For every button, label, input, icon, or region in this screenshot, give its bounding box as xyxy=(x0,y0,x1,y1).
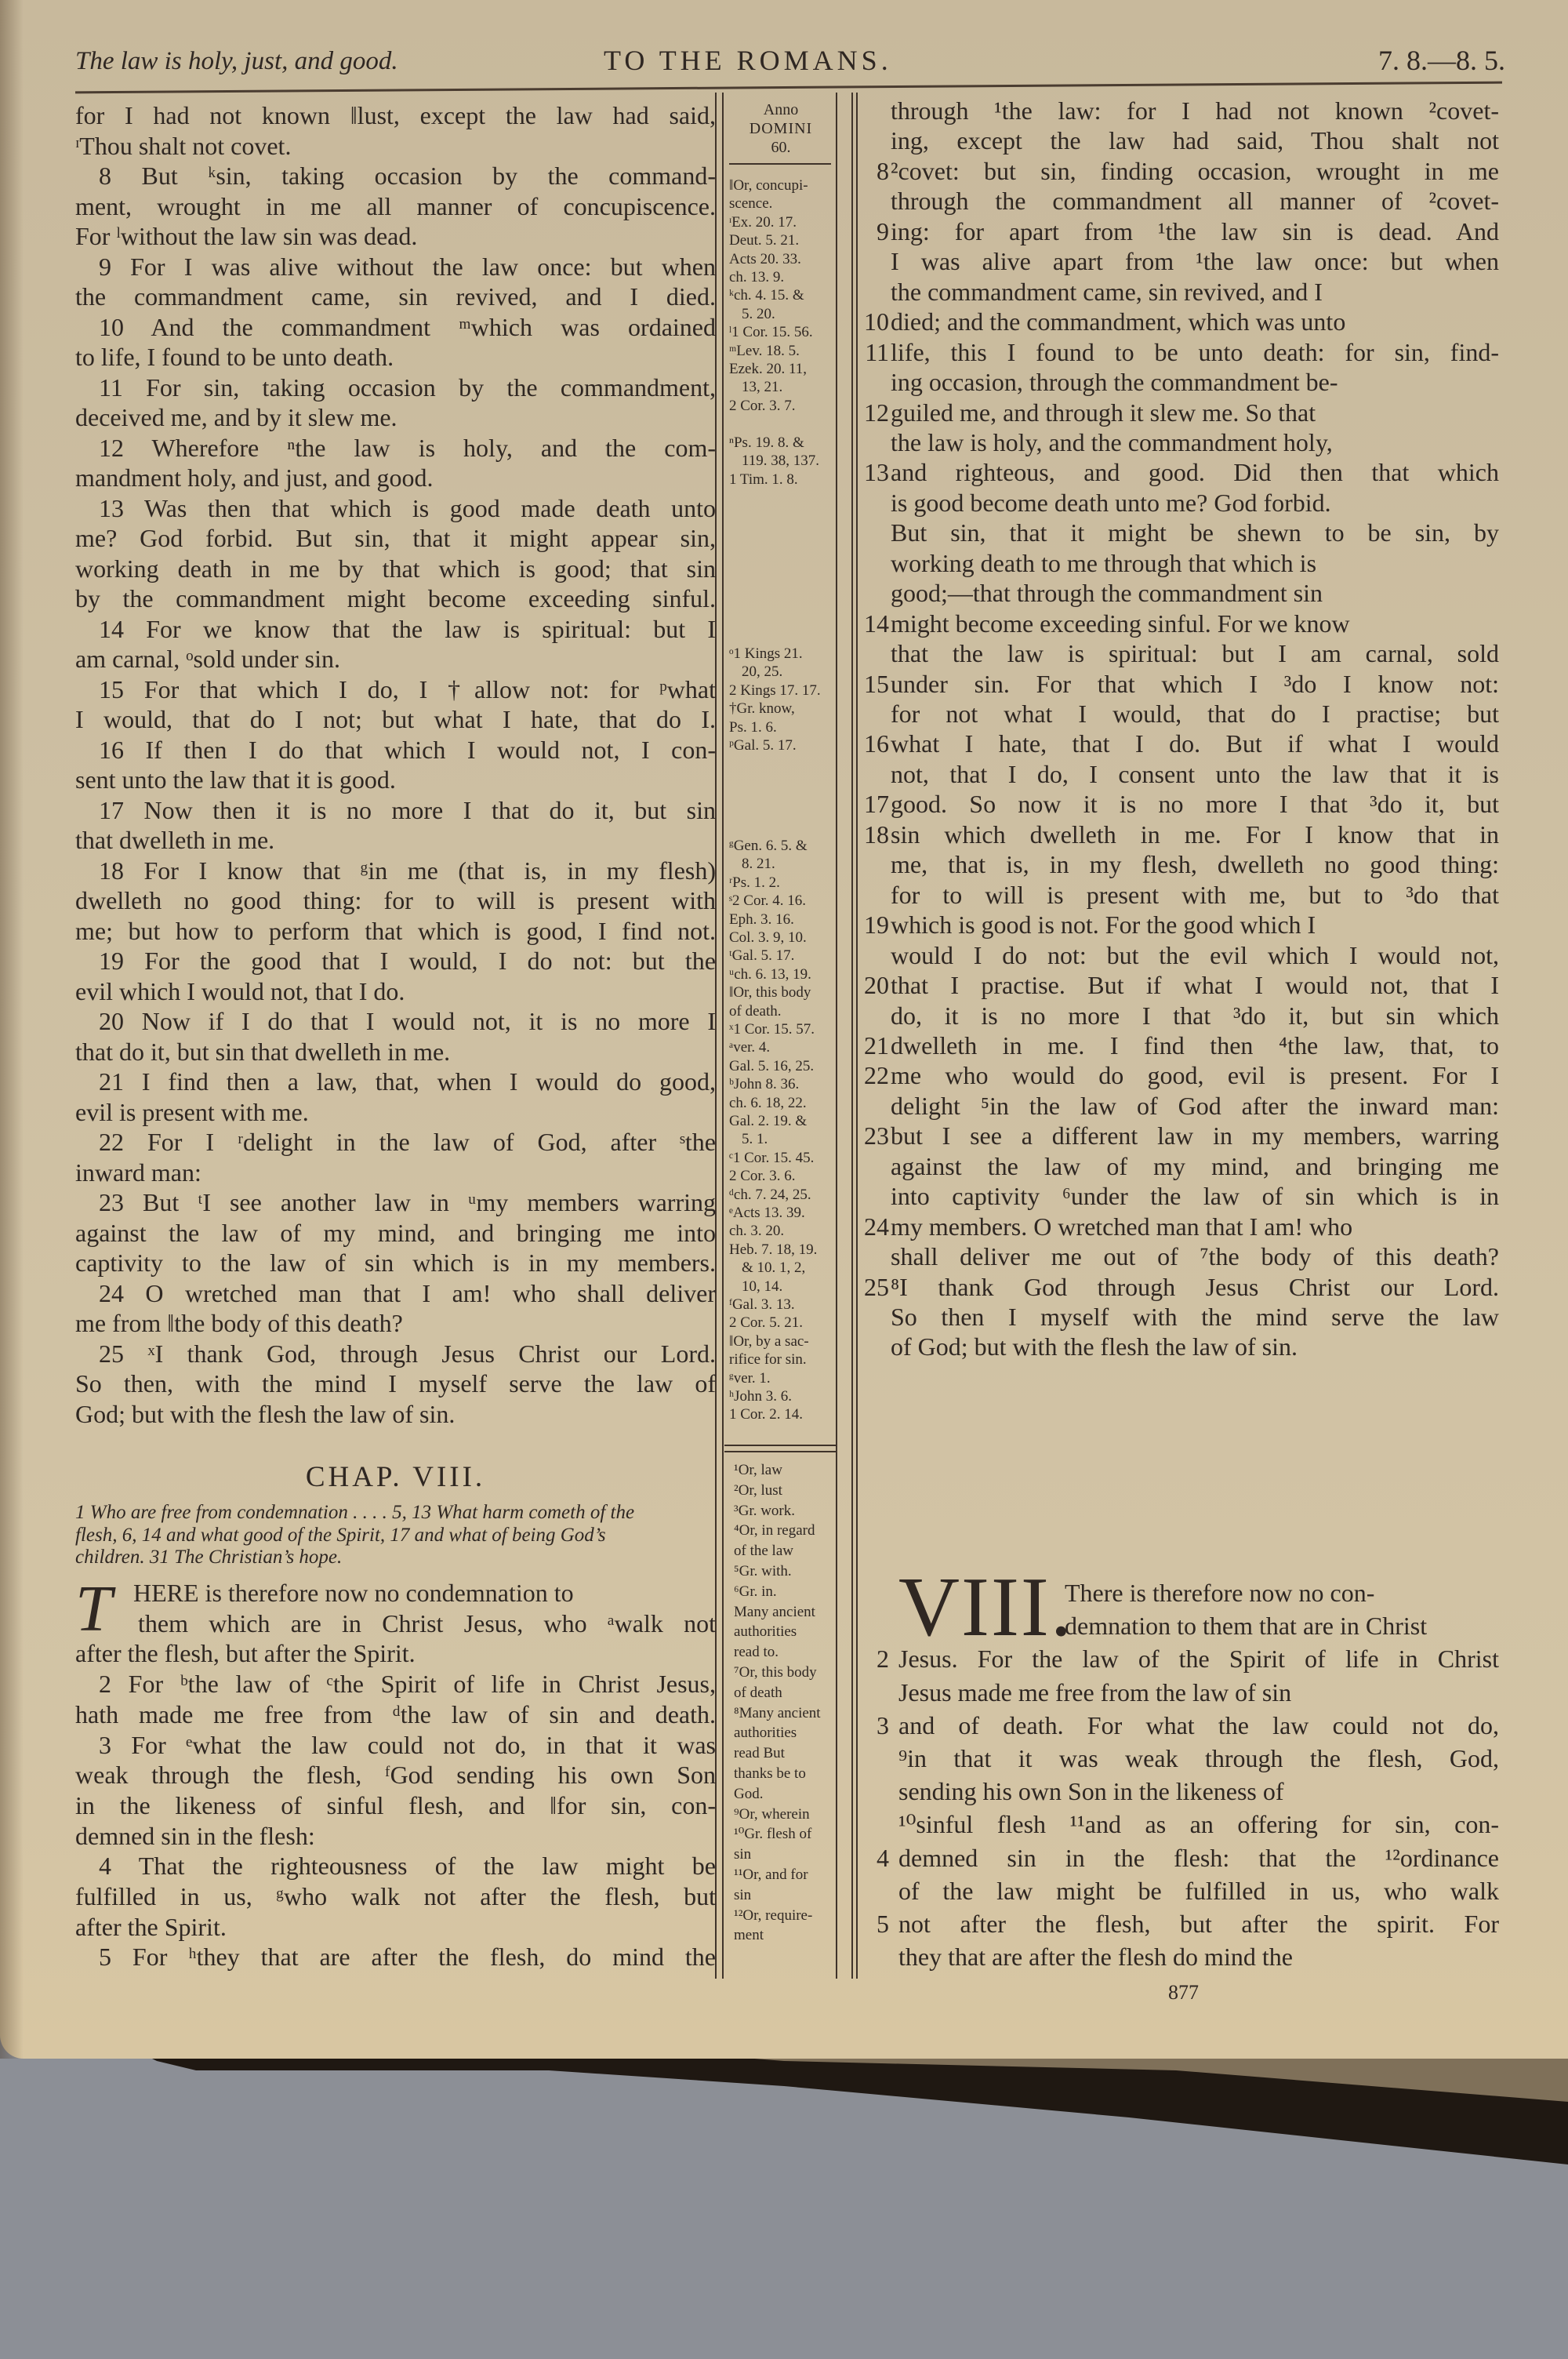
text-line: 21 I find then a law, that, when I would do good, xyxy=(99,1067,716,1096)
text-line: But sin, that it might be shewn to be sin, by xyxy=(891,518,1499,547)
verse-number: 24 xyxy=(864,1212,889,1241)
text-line: me from ‖the body of this death? xyxy=(75,1309,403,1337)
verse-number: 25 xyxy=(864,1272,889,1301)
verse-number: 12 xyxy=(864,398,889,427)
margin-reference: 2 Cor. 3. 7. xyxy=(729,397,796,414)
margin-footnote: ⁹Or, wherein xyxy=(734,1805,810,1823)
text-line: working death in me by that which is good; that sin xyxy=(75,554,716,583)
text-line: ing occasion, through the commandment be- xyxy=(891,368,1338,397)
margin-reference: ᵉActs 13. 39. xyxy=(729,1205,805,1221)
text-line: 20 Now if I do that I would not, it is no more I xyxy=(99,1007,716,1035)
margin-footnote: read to. xyxy=(734,1644,779,1661)
margin-footnote: authorities xyxy=(734,1725,797,1742)
margin-reference: ʰJohn 3. 6. xyxy=(729,1388,792,1405)
drop-cap: T xyxy=(75,1572,112,1645)
verse-number: 2 xyxy=(877,1645,889,1674)
margin-reference: ch. 3. 20. xyxy=(729,1223,785,1240)
text-line: me; but how to perform that which is good, I find not. xyxy=(75,916,716,945)
text-line: ²covet: but sin, finding occasion, wrought in me xyxy=(891,156,1499,185)
text-line: shall deliver me out of ⁷the body of this death? xyxy=(891,1242,1499,1271)
margin-footnote: ³Gr. work. xyxy=(734,1502,795,1519)
margin-reference: 20, 25. xyxy=(742,663,783,681)
margin-reference: Ezek. 20. 11, xyxy=(729,361,808,377)
text-line: inward man: xyxy=(75,1158,201,1187)
margin-reference: & 10. 1, 2, xyxy=(742,1259,806,1277)
text-line: HERE is therefore now no condemnation to xyxy=(133,1579,574,1607)
margin-reference: ᶜ1 Cor. 15. 45. xyxy=(729,1149,815,1166)
margin-reference: 8. 21. xyxy=(742,856,775,873)
margin-reference: 5. 20. xyxy=(742,305,775,322)
margin-reference: 1 Cor. 2. 14. xyxy=(729,1406,803,1423)
margin-reference: ᵈch. 7. 24, 25. xyxy=(729,1186,811,1203)
text-line: ¹⁰sinful flesh ¹¹and as an offering for sin, con- xyxy=(898,1810,1499,1839)
margin-reference: ‖Or, concupi- xyxy=(729,177,808,194)
margin-footnote: God. xyxy=(734,1785,764,1802)
verse-number: 8 xyxy=(877,156,889,185)
verse-number: 19 xyxy=(864,911,889,940)
text-line: 9 For I was alive without the law once: but when xyxy=(99,252,716,281)
margin-reference: Acts 20. 33. xyxy=(729,250,801,267)
text-line: demned sin in the flesh: that the ¹²ordinance xyxy=(898,1843,1499,1872)
margin-reference: ch. 6. 18, 22. xyxy=(729,1094,807,1111)
text-line: by the commandment might become exceeding sinful. xyxy=(75,584,716,612)
text-line: through ¹the law: for I had not known ²covet- xyxy=(891,96,1499,125)
text-line: good;—that through the commandment sin xyxy=(891,579,1323,608)
text-line: mandment holy, and just, and good. xyxy=(75,463,434,492)
margin-footnote: Many ancient xyxy=(734,1603,815,1620)
verse-number: 22 xyxy=(864,1061,889,1090)
text-line: 19 For the good that I would, I do not: but the xyxy=(99,947,716,975)
text-line: life, this I found to be unto death: for sin, find- xyxy=(891,337,1499,366)
header-rule xyxy=(75,82,1502,94)
verse-number: 13 xyxy=(864,458,889,487)
margin-reference: ᵃver. 4. xyxy=(729,1039,771,1056)
text-line: 18 For I know that ᵍin me (that is, in my flesh) xyxy=(99,856,716,885)
text-line: would I do not: but the evil which I would not, xyxy=(891,940,1499,969)
margin-reference: rifice for sin. xyxy=(729,1351,807,1369)
anno-label: Anno xyxy=(763,101,799,118)
verse-number: 11 xyxy=(865,337,889,366)
text-line: I was alive apart from ¹the law once: but when xyxy=(891,247,1499,276)
text-line: 16 If then I do that which I would not, I con- xyxy=(99,735,716,764)
text-line: evil which I would not, that I do. xyxy=(75,976,405,1005)
margin-reference: Deut. 5. 21. xyxy=(729,232,800,249)
margin-reference: 13, 21. xyxy=(742,379,783,396)
text-line: and of death. For what the law could not do, xyxy=(898,1710,1499,1739)
margin-reference: ᶦEx. 20. 17. xyxy=(729,213,797,231)
text-line: sin which dwelleth in me. For I know that in xyxy=(891,820,1499,849)
text-line: for not what I would, that do I practise; but xyxy=(891,700,1499,728)
text-line: 5 For ʰthey that are after the flesh, do mind the xyxy=(99,1943,716,1972)
chapter-divider-rule xyxy=(724,1445,836,1446)
verse-number: 17 xyxy=(864,790,889,819)
text-line: might become exceeding sinful. For we know xyxy=(891,609,1350,638)
margin-reference: ʳPs. 1. 2. xyxy=(729,874,780,891)
text-line: them which are in Christ Jesus, who ᵃwalk not xyxy=(138,1608,716,1637)
text-line: 23 But ᵗI see another law in ᵘmy members warring xyxy=(99,1188,716,1216)
text-line: am carnal, ᵒsold under sin. xyxy=(75,645,341,673)
text-line: captivity to the law of sin which is in my members. xyxy=(75,1249,716,1277)
text-line: that do it, but sin that dwelleth in me. xyxy=(75,1037,451,1066)
margin-reference: ᵍGen. 6. 5. & xyxy=(729,838,808,854)
text-line: 14 For we know that the law is spiritual: but I xyxy=(99,614,716,643)
text-line: 2 For ᵇthe law of ᶜthe Spirit of life in Christ Jesus, xyxy=(99,1670,716,1699)
chapter-verse-range: 7. 8.—8. 5. xyxy=(1378,45,1505,76)
margin-reference: Ps. 1. 6. xyxy=(729,718,777,736)
margin-reference: Eph. 3. 16. xyxy=(729,911,794,928)
verse-number: 21 xyxy=(864,1030,889,1060)
margin-reference: 2 Cor. 5. 21. xyxy=(729,1314,803,1332)
text-line: good. So now it is no more I that ³do it, but xyxy=(891,790,1499,819)
text-line: working death to me through that which is xyxy=(891,548,1317,577)
verse-number: 3 xyxy=(877,1710,889,1739)
text-line: died; and the commandment, which was unto xyxy=(891,307,1346,336)
margin-footnote: ¹⁰Gr. flesh of xyxy=(734,1826,812,1843)
verse-number: 10 xyxy=(864,307,889,336)
text-line: dwelleth in me. I find then ⁴the law, that, to xyxy=(891,1030,1499,1060)
verse-number: 16 xyxy=(864,729,889,758)
text-line: the commandment came, sin revived, and I died. xyxy=(75,282,716,311)
text-line: into captivity ⁶under the law of sin which is in xyxy=(891,1182,1499,1211)
text-line: for to will is present with me, but to ³do that xyxy=(891,880,1499,909)
book-title: TO THE ROMANS. xyxy=(604,45,892,76)
summary-line: children. 31 The Christian’s hope. xyxy=(75,1547,343,1568)
summary-line: 1 Who are free from condemnation . . . . 5, 13 What harm cometh of the xyxy=(75,1502,635,1523)
margin-reference: ᵘch. 6. 13, 19. xyxy=(729,965,811,983)
margin-reference: ch. 13. 9. xyxy=(729,269,785,285)
text-line: my members. O wretched man that I am! who xyxy=(891,1212,1353,1241)
text-line: For ˡwithout the law sin was dead. xyxy=(75,222,418,250)
margin-footnote: authorities xyxy=(734,1623,797,1641)
text-line: 17 Now then it is no more I that do it, but sin xyxy=(99,795,716,824)
text-line: 25 ˣI thank God, through Jesus Christ our Lord. xyxy=(99,1339,716,1368)
text-line: ing, except the law had said, Thou shalt not xyxy=(891,126,1499,155)
margin-reference: Gal. 5. 16, 25. xyxy=(729,1057,815,1074)
margin-footnote: sin xyxy=(734,1886,752,1903)
margin-reference: ᶠGal. 3. 13. xyxy=(729,1296,795,1313)
text-line: me? God forbid. But sin, that it might appear sin, xyxy=(75,524,716,552)
verse-number: 9 xyxy=(877,216,889,245)
verse-number: 20 xyxy=(864,971,889,1000)
margin-footnote: ⁴Or, in regard xyxy=(734,1522,815,1539)
text-line: the law is holy, and the commandment holy, xyxy=(891,427,1333,456)
text-line: for I had not known ‖lust, except the law had said, xyxy=(75,101,716,129)
text-line: after the flesh, but after the Spirit. xyxy=(75,1639,416,1668)
margin-footnote: ¹Or, law xyxy=(734,1462,782,1478)
margin-reference: 2 Cor. 3. 6. xyxy=(729,1168,796,1185)
column-rule xyxy=(722,93,724,1979)
verse-number: 5 xyxy=(877,1910,889,1938)
text-line: is good become death unto me? God forbid. xyxy=(891,488,1331,517)
margin-footnote: of the law xyxy=(734,1543,793,1560)
text-line: the commandment came, sin revived, and I xyxy=(891,277,1323,306)
text-line: me who would do good, evil is present. For I xyxy=(891,1061,1499,1090)
margin-footnote: ¹¹Or, and for xyxy=(734,1866,808,1883)
verse-number: 23 xyxy=(864,1121,889,1150)
text-line: 4 That the righteousness of the law might be xyxy=(99,1852,716,1881)
text-line: guiled me, and through it slew me. So that xyxy=(891,398,1316,427)
margin-reference: ˡ1 Cor. 15. 56. xyxy=(729,324,813,341)
text-line: what I hate, that I do. But if what I would xyxy=(891,729,1499,758)
domini-label: DOMINI xyxy=(749,120,813,137)
chapter-divider-rule xyxy=(724,1451,836,1452)
margin-reference: ˣ1 Cor. 15. 57. xyxy=(729,1021,815,1038)
year-label: 60. xyxy=(771,139,791,156)
text-line: under sin. For that which I ³do I know not: xyxy=(891,669,1499,698)
margin-footnote: ment xyxy=(734,1927,764,1944)
text-line: God; but with the flesh the law of sin. xyxy=(75,1399,456,1428)
text-line: ing: for apart from ¹the law sin is dead. And xyxy=(891,216,1499,245)
margin-reference: 5. 1. xyxy=(742,1131,768,1148)
text-line: not, that I do, I consent unto the law that it is xyxy=(891,759,1499,788)
text-line: 8 But ᵏsin, taking occasion by the command- xyxy=(99,162,716,190)
margin-footnote: ⁵Gr. with. xyxy=(734,1563,792,1579)
text-line: sending his own Son in the likeness of xyxy=(898,1777,1284,1806)
margin-reference: ᵒ1 Kings 21. xyxy=(729,645,803,662)
column-rule xyxy=(851,93,853,1979)
text-line: dwelleth no good thing: for to will is present with xyxy=(75,886,716,914)
text-line: fulfilled in us, ᵍwho walk not after the flesh, but xyxy=(75,1882,716,1910)
text-line: 3 For ᵉwhat the law could not do, in that it was xyxy=(99,1730,716,1759)
text-line: after the Spirit. xyxy=(75,1912,227,1941)
text-line: me, that is, in my flesh, dwelleth no good thing: xyxy=(891,850,1499,879)
text-line: they that are after the flesh do mind the xyxy=(898,1943,1293,1972)
text-line: Jesus made me free from the law of sin xyxy=(898,1677,1292,1707)
margin-reference: scence. xyxy=(729,195,773,213)
text-line: 10 And the commandment ᵐwhich was ordained xyxy=(99,312,716,341)
margin-reference: ᵗGal. 5. 17. xyxy=(729,947,795,965)
text-line: against the law of my mind, and bringing me into xyxy=(75,1218,716,1247)
margin-reference: Gal. 2. 19. & xyxy=(729,1113,808,1129)
margin-footnote: ⁸Many ancient xyxy=(734,1704,821,1721)
margin-footnote: of death xyxy=(734,1684,782,1701)
text-line: deceived me, and by it slew me. xyxy=(75,403,397,431)
margin-reference: ⁿPs. 19. 8. & xyxy=(729,434,804,451)
margin-reference: 119. 38, 137. xyxy=(742,453,820,470)
margin-footnote: ²Or, lust xyxy=(734,1481,782,1499)
text-line: through the commandment all manner of ²covet- xyxy=(891,187,1499,216)
text-line: There is therefore now no con- xyxy=(1065,1579,1375,1607)
text-line: to life, I found to be unto death. xyxy=(75,343,394,371)
text-line: sent unto the law that it is good. xyxy=(75,765,396,794)
margin-reference: of death. xyxy=(729,1002,782,1020)
margin-reference: 10, 14. xyxy=(742,1278,783,1295)
text-line: 24 O wretched man that I am! who shall deliver xyxy=(99,1278,716,1307)
text-line: So then I myself with the mind serve the law xyxy=(891,1303,1499,1331)
text-line: in the likeness of sinful flesh, and ‖for sin, con- xyxy=(75,1790,716,1819)
margin-reference: ᵇJohn 8. 36. xyxy=(729,1076,800,1093)
text-line: hath made me free from ᵈthe law of sin and death. xyxy=(75,1699,716,1728)
verse-number: 4 xyxy=(877,1843,889,1872)
text-line: of God; but with the flesh the law of sin. xyxy=(891,1332,1298,1361)
margin-reference: Col. 3. 9, 10. xyxy=(729,929,807,946)
text-line: that dwelleth in me. xyxy=(75,826,275,854)
text-line: demnation to them that are in Christ xyxy=(1065,1612,1428,1641)
margin-reference: ᵏch. 4. 15. & xyxy=(729,287,804,304)
margin-footnote: ⁶Gr. in. xyxy=(734,1583,777,1600)
text-line: I would, that do I not; but what I hate, that do I. xyxy=(75,705,716,733)
margin-reference: ᵖGal. 5. 17. xyxy=(729,737,797,754)
margin-footnote: ⁷Or, this body xyxy=(734,1664,817,1681)
anno-rule xyxy=(729,163,831,165)
summary-line: flesh, 6, 14 and what good of the Spirit, 17 and what of being God’s xyxy=(75,1524,606,1546)
text-line: ⁸I thank God through Jesus Christ our Lord. xyxy=(891,1272,1499,1301)
verse-number: 15 xyxy=(864,669,889,698)
text-line: 11 For sin, taking occasion by the commandment, xyxy=(99,373,716,402)
chapter-heading: CHAP. VIII. xyxy=(305,1461,486,1493)
margin-reference: 2 Kings 17. 17. xyxy=(729,682,821,699)
verse-number: 18 xyxy=(864,820,889,849)
margin-reference: ‖Or, by a sac- xyxy=(729,1332,809,1350)
text-line: but I see a different law in my members, warring xyxy=(891,1121,1499,1150)
text-line: 15 For that which I do, I †allow not: for ᵖwhat xyxy=(99,674,716,703)
margin-reference: ᵐLev. 18. 5. xyxy=(729,342,800,359)
text-line: 22 For I ʳdelight in the law of God, after ˢthe xyxy=(99,1128,716,1156)
text-line: of the law might be fulfilled in us, who walk xyxy=(898,1876,1499,1905)
running-head: The law is holy, just, and good. xyxy=(75,47,398,75)
text-line: ⁹in that it was weak through the flesh, God, xyxy=(898,1744,1499,1772)
text-line: weak through the flesh, ᶠGod sending his own Son xyxy=(75,1761,716,1790)
margin-reference: ᵍver. 1. xyxy=(729,1369,771,1387)
text-line: So then, with the mind I myself serve the law of xyxy=(75,1369,716,1398)
margin-reference: 1 Tim. 1. 8. xyxy=(729,471,798,488)
verse-number: 14 xyxy=(864,609,889,638)
text-line: evil is present with me. xyxy=(75,1097,309,1126)
text-line: demned sin in the flesh: xyxy=(75,1821,315,1850)
text-line: that the law is spiritual: but I am carnal, sold xyxy=(891,639,1499,668)
margin-footnote: ¹²Or, require- xyxy=(734,1906,813,1924)
column-rule xyxy=(836,93,837,1979)
text-line: against the law of my mind, and bringing me xyxy=(891,1151,1499,1180)
text-line: Jesus. For the law of the Spirit of life in Christ xyxy=(898,1645,1499,1674)
margin-reference: ‖Or, this body xyxy=(729,984,811,1001)
margin-footnote: sin xyxy=(734,1846,752,1863)
chapter-numeral: VIII. xyxy=(898,1561,1073,1654)
margin-footnote: read But xyxy=(734,1745,785,1762)
text-line: not after the flesh, but after the spirit. For xyxy=(898,1910,1499,1938)
margin-footnote: thanks be to xyxy=(734,1765,806,1782)
text-line: and righteous, and good. Did then that which xyxy=(891,458,1499,487)
margin-reference: Heb. 7. 18, 19. xyxy=(729,1241,818,1258)
margin-reference: †Gr. know, xyxy=(729,700,795,718)
text-line: which is good is not. For the good which I xyxy=(891,911,1316,940)
text-line: 13 Was then that which is good made death unto xyxy=(99,493,716,522)
text-line: delight ⁵in the law of God after the inward man: xyxy=(891,1091,1499,1120)
page-number: 877 xyxy=(1168,1981,1199,2004)
text-line: do, it is no more I that ³do it, but sin which xyxy=(891,1001,1499,1030)
margin-reference: ˢ2 Cor. 4. 16. xyxy=(729,892,806,910)
text-line: that I practise. But if what I would not, that I xyxy=(891,971,1499,1000)
text-line: 12 Wherefore ⁿthe law is holy, and the com- xyxy=(99,433,716,462)
text-line: ᶦThou shalt not covet. xyxy=(75,131,292,160)
text-line: ment, wrought in me all manner of concupiscence. xyxy=(75,191,716,220)
